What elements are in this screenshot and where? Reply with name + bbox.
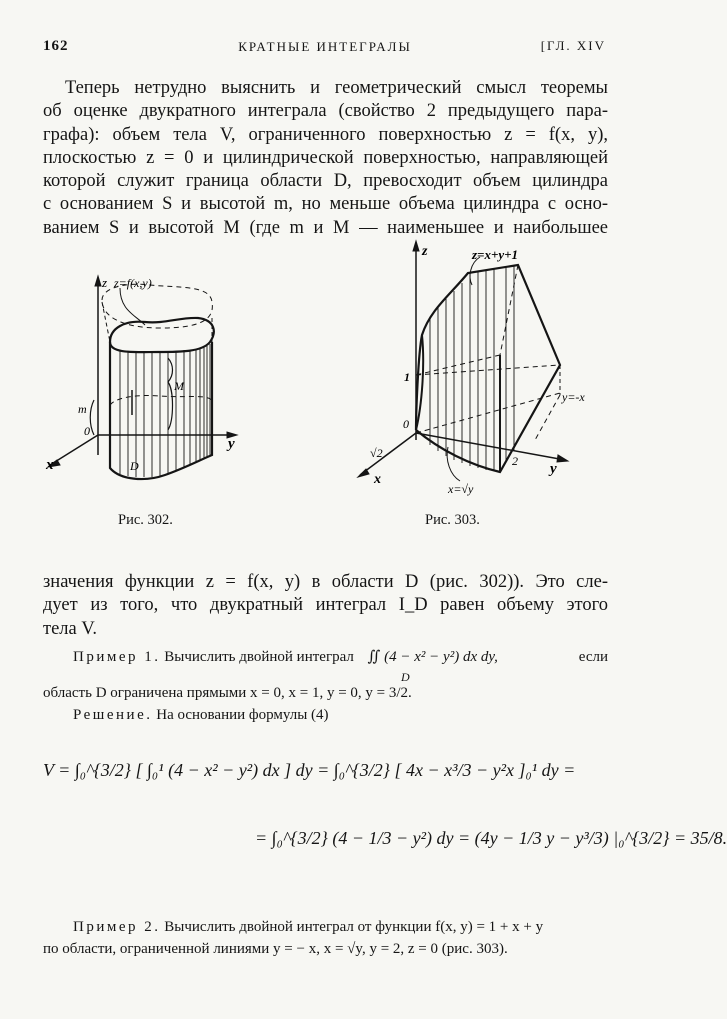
solution-text: На основании формулы (4) (156, 707, 329, 723)
paragraph-1 (43, 77, 608, 240)
x-label: x (374, 472, 381, 487)
text-line: об оценке двукратного интеграла (свойство 2 предыдущего пара- (43, 101, 608, 122)
example-2 (43, 916, 608, 960)
text-line: ванием S и высотой M (где m и M — наименьшее и наибольшее (43, 217, 608, 238)
text-line: значения функции z = f(x, y) в области D (рис. 302)). Это сле- (43, 572, 608, 592)
M-label: M (174, 379, 184, 393)
example-1-integrand: ∬ (4 − x² − y²) dx dy, (367, 649, 498, 665)
x-label: x (46, 457, 54, 473)
origin-label: 0 (403, 417, 409, 431)
figure-303 (350, 235, 620, 500)
sqrt2-label: √2 (370, 446, 383, 460)
hatch-lines (120, 344, 210, 477)
m-label: m (78, 402, 87, 416)
plane-label: z=x+y+1 (472, 247, 519, 262)
z-label: z (422, 244, 428, 259)
page-number: 162 (43, 38, 69, 54)
example-1-text: Вычислить двойной интеграл (164, 649, 354, 665)
example-1-line-1 (43, 646, 608, 684)
upper-surface (110, 318, 214, 352)
lower-trace (110, 395, 212, 405)
z-label: z (102, 275, 108, 290)
chapter-label: [ГЛ. XIV (540, 38, 606, 53)
text-line: с основанием S и высотой m, но меньше объема цилиндра с осно- (43, 194, 608, 215)
z-arrow-icon (413, 241, 419, 251)
one-label: 1 (404, 370, 410, 384)
x-axis (360, 433, 416, 475)
example-2-line-1 (43, 916, 608, 938)
example-1-title: Пример 1. (73, 649, 161, 665)
example-2-text: Вычислить двойной интеграл от функции f(x, y) = 1 + x + y (164, 919, 544, 935)
two-label: 2 (512, 454, 518, 468)
example-2-line-2: по области, ограниченной линиями y = − x, x = √y, y = 2, z = 0 (рис. 303). (43, 941, 508, 957)
text-line: которой служит граница области D, превосходит объем цилиндра (43, 171, 608, 192)
text-line: тела V. (43, 618, 97, 639)
text-line: графа): объем тела V, ограниченного поверхностью z = f(x, y), (43, 124, 608, 145)
origin-label: 0 (84, 424, 90, 438)
solution-title: Решение. (73, 707, 153, 723)
paragraph-2 (43, 571, 608, 641)
text-line: Теперь нетрудно выяснить и геометрический смысл теоремы (65, 78, 608, 98)
text-line: плоскостью z = 0 и цилиндрической поверхностью, направляющей (43, 147, 608, 168)
example-1-domain-sub: D (401, 670, 410, 684)
D-label: D (130, 459, 139, 473)
caption-303: Рис. 303. (425, 512, 480, 528)
formula-line-1: V = ∫₀^{3/2} [ ∫₀¹ (4 − x² − y²) dx ] dy = ∫₀^{3/2} [ 4x − x³/3 − y²x ]₀¹ dy = (43, 760, 576, 780)
example-2-title: Пример 2. (73, 919, 161, 935)
y-arrow-icon (557, 455, 568, 462)
yneg-label: y=-x (562, 390, 585, 404)
caption-302: Рис. 302. (118, 512, 173, 528)
parab-label: x=√y (448, 482, 474, 496)
cylinder-side (110, 342, 212, 479)
y-label: y (228, 436, 235, 452)
figure-302 (40, 270, 260, 495)
surface-label: z=f(x,y) (114, 276, 152, 290)
running-title: КРАТНЫЕ ИНТЕГРАЛЫ (238, 39, 412, 54)
solution-line (43, 704, 608, 726)
formula-line-2: = ∫₀^{3/2} (4 − 1/3 − y²) dy = (4y − 1/3 y − y³/3) |₀^{3/2} = 35/8. (255, 828, 727, 848)
y-label: y (550, 461, 557, 477)
example-1-line-2: область D ограничена прямыми x = 0, x = 1, y = 0, y = 3/2. (43, 685, 412, 701)
example-1 (43, 646, 608, 726)
z-arrow-icon (95, 276, 101, 286)
example-1-if: если (578, 649, 608, 665)
text-line: дует из того, что двукратный интеграл I_D равен объему этого (43, 595, 608, 616)
